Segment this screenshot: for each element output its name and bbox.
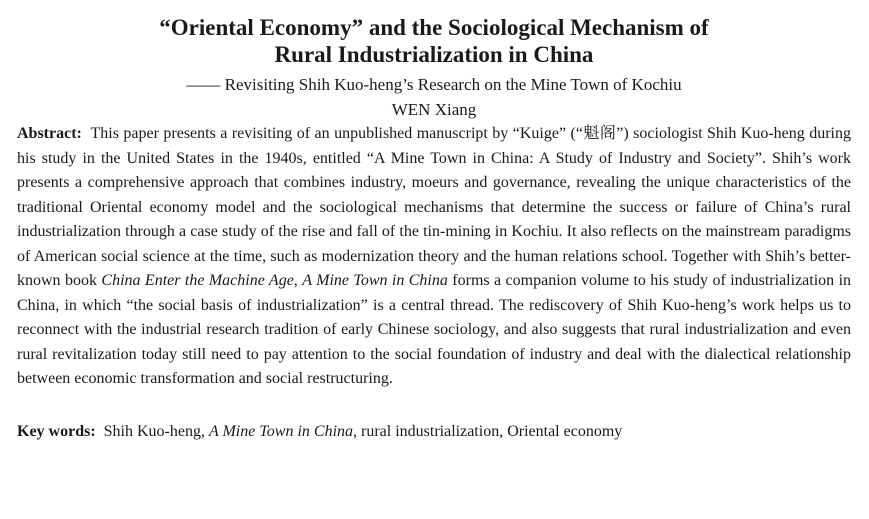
- title-line-2: Rural Industrialization in China: [274, 42, 594, 67]
- keywords-label: Key words:: [17, 422, 96, 440]
- keyword-2: A Mine Town in China: [208, 422, 354, 440]
- keyword-3: , rural industrialization, Oriental economy: [353, 422, 623, 440]
- paper-title: [17, 14, 851, 68]
- abstract-paragraph: [17, 122, 851, 392]
- paper-author: WEN Xiang: [391, 100, 477, 119]
- abstract-book-title-2: A Mine Town in China: [302, 272, 448, 289]
- abstract-label: Abstract:: [17, 125, 82, 142]
- keyword-1: Shih Kuo-heng,: [103, 422, 205, 440]
- abstract-text-2: forms a companion volume to his study of industrialization in China, in which “the social basis of industrialization” is a central thread. The rediscovery of Shih Kuo-heng’s work helps us to reconnect with the industrial research tradition of early Chinese sociology, and also suggests that rural industrialization and even rural revitalization today still need to pay attention to the social foundation of industry and deal with the dialectical relationship between economic transformation and social restructuring.: [17, 272, 852, 387]
- abstract-separator: ,: [293, 272, 298, 289]
- paper-page: [0, 14, 869, 519]
- paper-subtitle: —— Revisiting Shih Kuo-heng’s Research on the Mine Town of Kochiu: [186, 75, 682, 94]
- abstract-book-title-1: China Enter the Machine Age: [101, 272, 294, 289]
- title-line-1: “Oriental Economy” and the Sociological Mechanism of: [159, 15, 709, 40]
- keywords-line: [17, 420, 851, 444]
- abstract-text-1: This paper presents a revisiting of an unpublished manuscript by “Kuige” (“魁阁”) sociologist Shih Kuo-heng during his study in the United States in the 1940s, entitled “A Mine Town in China: A Study of Industry and Society”. Shih’s work presents a comprehensive approach that combines industry, moeurs and governance, revealing the unique characteristics of the traditional Oriental economy model and the sociological mechanisms that determine the success or failure of China’s rural industrialization through a case study of the rise and fall of the tin-mining in Kochiu. It also reflects on the mainstream paradigms of American social science at the time, such as modernization theory and the human relations school. Together with Shih’s better-known book: [17, 125, 851, 289]
